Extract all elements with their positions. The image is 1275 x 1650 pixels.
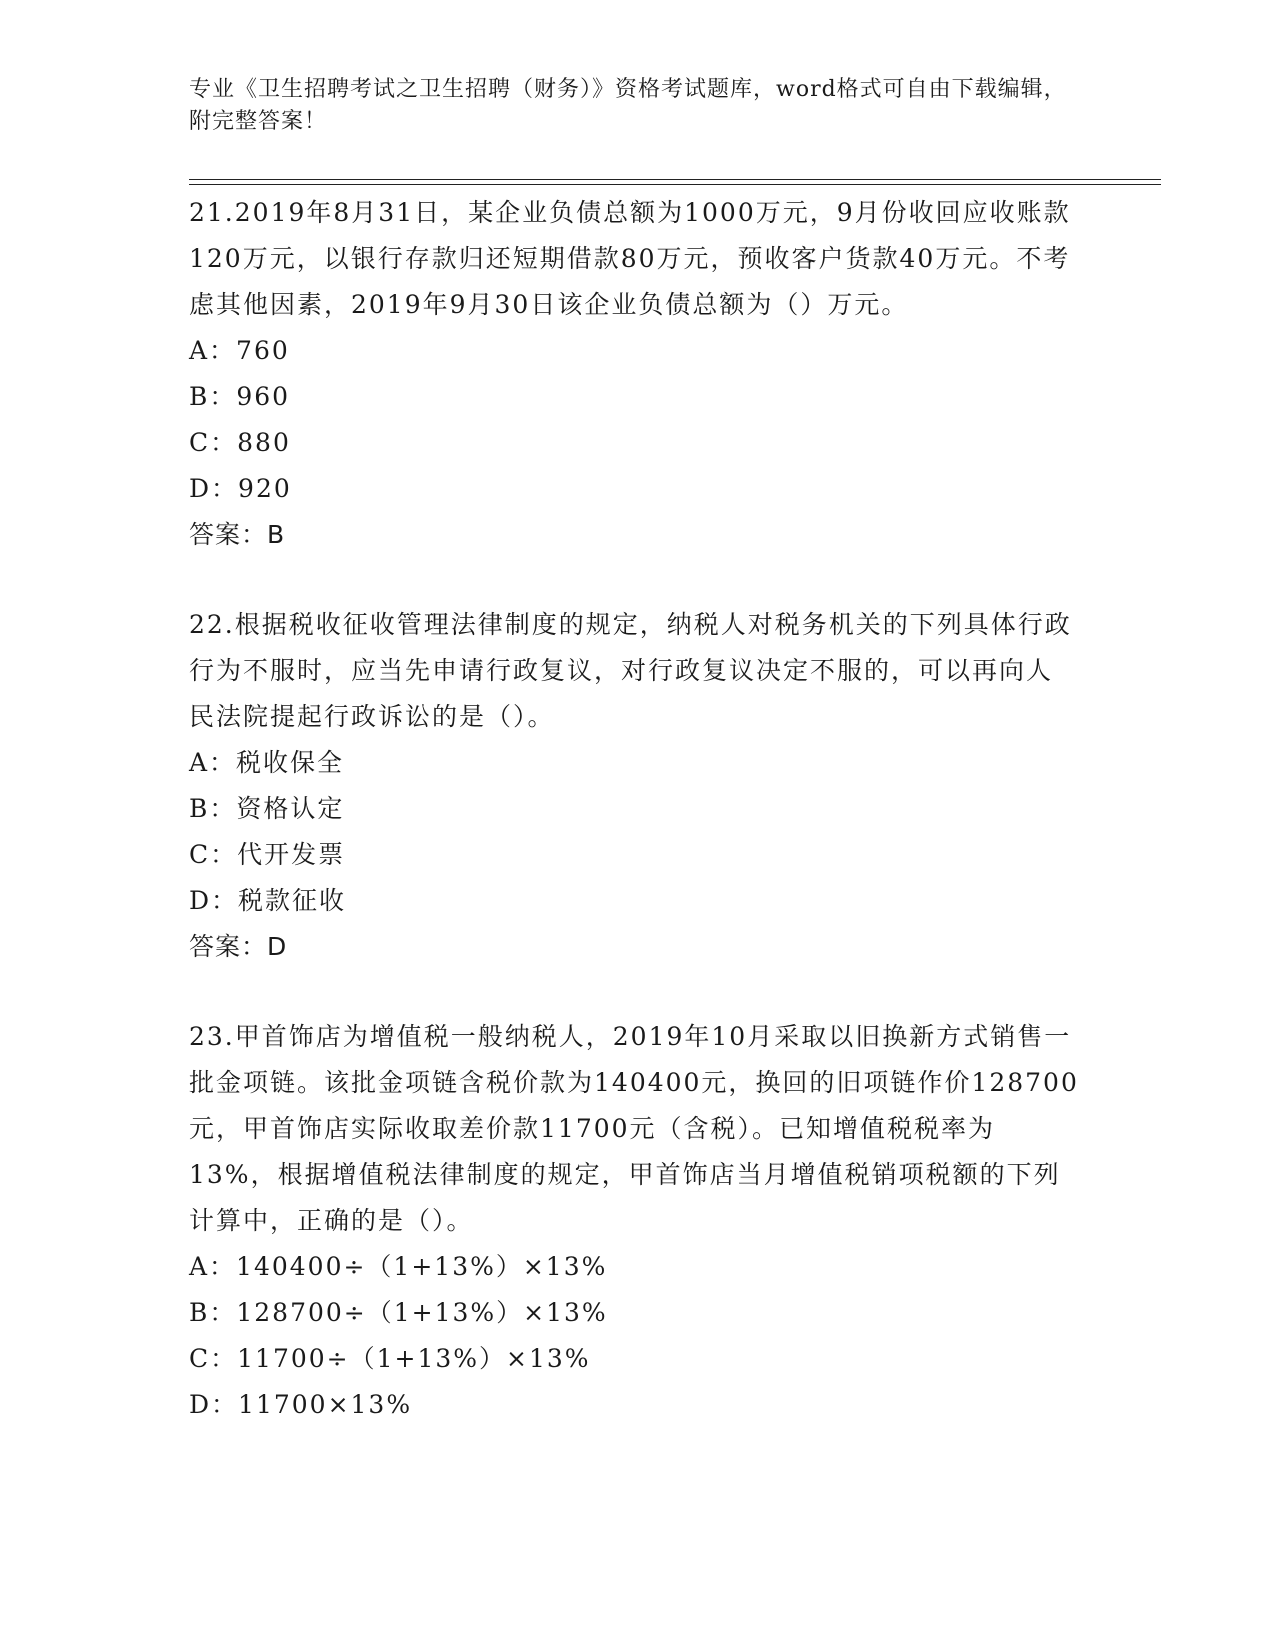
option-a: A：140400÷（1+13%）×13% xyxy=(189,1252,608,1281)
question-stem: 22.根据税收征收管理法律制度的规定，纳税人对税务机关的下列具体行政行为不服时，应当先申请行政复议，对行政复议决定不服的，可以再向人民法院提起行政诉讼的是（）。 xyxy=(189,610,1072,731)
question-stem: 21.2019年8月31日，某企业负债总额为1000万元，9月份收回应收账款120万元，以银行存款归还短期借款80万元，预收客户货款40万元。不考虑其他因素，2019年9月30日该企业负债总额为（）万元。 xyxy=(189,198,1071,319)
option-d: D：税款征收 xyxy=(189,886,347,915)
option-a: A：760 xyxy=(189,336,290,365)
question-22 xyxy=(189,602,1079,970)
option-b: B：960 xyxy=(189,382,291,411)
question-spacer xyxy=(189,970,1079,1014)
option-b: B：128700÷（1+13%）×13% xyxy=(189,1298,608,1327)
answer-line: 答案：B xyxy=(189,520,286,549)
question-list xyxy=(189,190,1079,1428)
option-d: D：11700×13% xyxy=(189,1390,413,1419)
question-stem: 23.甲首饰店为增值税一般纳税人，2019年10月采取以旧换新方式销售一批金项链。该批金项链含税价款为140400元，换回的旧项链作价128700元，甲首饰店实际收取差价款11700元（含税）。已知增值税税率为13%，根据增值税法律制度的规定，甲首饰店当月增值税销项税额的下列计算中，正确的是（）。 xyxy=(189,1022,1079,1235)
document-header: 专业《卫生招聘考试之卫生招聘（财务）》资格考试题库，word格式可自由下载编辑，附完整答案！ xyxy=(189,77,1067,134)
option-c: C：880 xyxy=(189,428,291,457)
option-b: B：资格认定 xyxy=(189,794,345,823)
header-rule-top xyxy=(189,179,1161,180)
option-c: C：代开发票 xyxy=(189,840,346,869)
option-c: C：11700÷（1+13%）×13% xyxy=(189,1344,591,1373)
answer-line: 答案：D xyxy=(189,932,288,961)
question-21 xyxy=(189,190,1079,558)
option-a: A：税收保全 xyxy=(189,748,345,777)
header-rule-bottom xyxy=(189,184,1161,185)
question-spacer xyxy=(189,558,1079,602)
question-23 xyxy=(189,1014,1079,1428)
option-d: D：920 xyxy=(189,474,292,503)
